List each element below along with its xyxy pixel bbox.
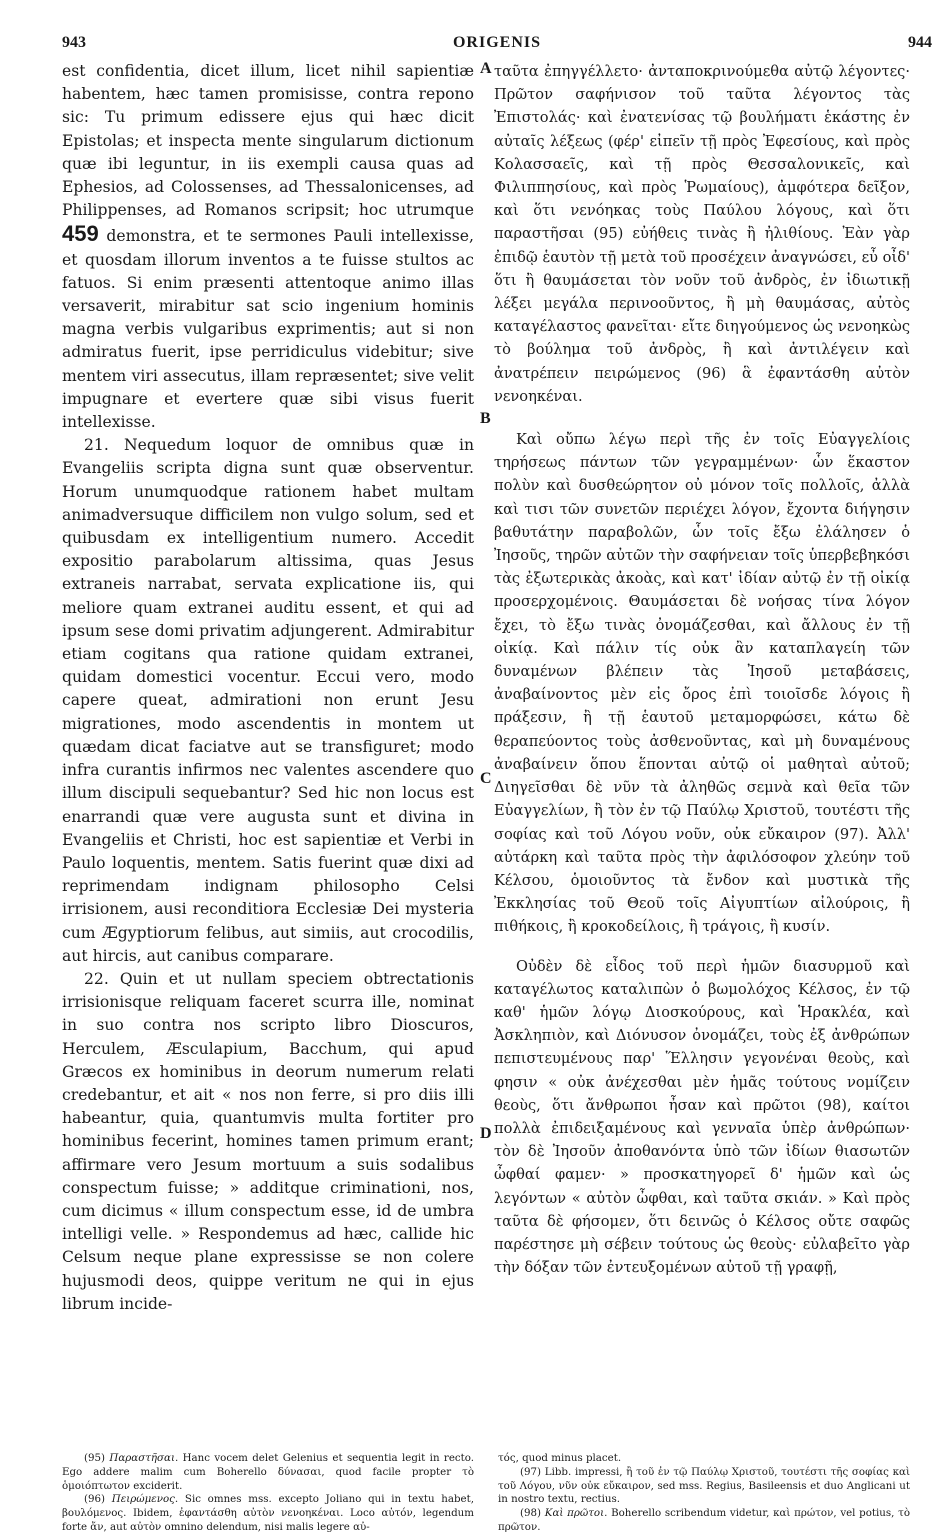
footnote-97 (498, 1466, 910, 1507)
footnote-96-label: (96) (84, 1493, 106, 1506)
greek-paragraph-3: Οὐδὲν δὲ εἶδος τοῦ περὶ ἡμῶν διασυρμοῦ καὶ καταγέλωτος καταλιπὼν ὁ βωμολόχος Κέλσος, ἐν τῷ καθ' ἡμῶν λόγῳ Διοσκούρους, καὶ Ἡρακλέα, καὶ Ἀσκληπιὸν, καὶ Διόνυσον ὀνομάζει, τοὺς ἐξ ἀνθρώπων πεπιστευμένους παρ' Ἕλλησιν γεγονέναι θεοὺς, καὶ φησιν « οὐκ ἀνέχεσθαι μὲν ἡμᾶς τούτους νομίζειν θεοὺς, ὅτι ἄνθρωποι ἦσαν καὶ πρῶτοι (98), καίτοι πολλὰ ἐπιδειξαμένους καὶ γενναῖα ὑπὲρ ἀνθρώπων· τὸν δὲ Ἰησοῦν ἀποθανόντα ὑπὸ τῶν ἰδίων θιασωτῶν ὦφθαί φαμεν· » προσκατηγορεῖ δ' ἡμῶν καὶ ὡς λεγόντων « αὐτὸν ὦφθαι, καὶ ταῦτα σκιάν. » Καὶ πρὸς ταῦτα δὲ φήσομεν, ὅτι δεινῶς ὁ Κέλσος οὔτε σαφῶς παρέστησε μὴ σέβειν τούτους ὡς θεοὺς· εὐλαβεῖτο γὰρ τὴν δόξαν τῶν ἐντευξομένων αὐτοῦ τῇ γραφῇ, (494, 957, 910, 1277)
page-number-left: 943 (62, 34, 86, 51)
footnote-98-text: Boherello scribendum videtur, καὶ πρώτον, vel potius, τὸ πρῶτον. (498, 1507, 910, 1533)
latin-paragraph-1 (62, 60, 474, 434)
running-header (62, 34, 932, 56)
margin-letter-b: B (480, 410, 491, 427)
footnote-98-lemma: Καὶ πρῶτοι. (544, 1507, 608, 1519)
latin-paragraph-21: 21. Nequedum loquor de omnibus quæ in Evangeliis scripta digna sunt quæ observentur. Horum unumquodque rationem habet multam animadversuque difficilem non vulgo solum, sed et quibusdam ex intelligentium numero. Accedit expositio parabolarum altissima, quas Jesus extraneis narrabat, servata explicatione iis, qui meliore quam extranei auditu essent, et qui ad ipsum sese domi privatim adjungerent. Admirabitur etiam cogitans qua ratione quidam extranei, quidam domestici vocentur. Eccui vero, modo capere queat, admirationi non erunt Jesu migrationes, modo ascendentis in montem ut quædam dicat faciatve aut se transfiguret; modo infra curantis infirmos nec valentes ascendere quo illum discipuli sequebantur? Sed hic non locus est enarrandi quæ vere augusta sunt et divina in Evangeliis et Christi, hoc est sapientiæ et Verbi in Paulo loquentis, mentem. Satis fuerint quæ dixi ad reprimendam indignam philosopho Celsi irrisionem, ausi reconditiora Ecclesiæ Dei mysteria cum Ægyptiorum felibus, aut simiis, aut crocodilis, aut hircis, aut canibus comparare. (62, 436, 474, 965)
page-number-right: 944 (908, 34, 932, 51)
footnote-95-lemma: Παραστῆσαι. (109, 1452, 179, 1464)
footnote-95-label: (95) (84, 1452, 106, 1464)
margin-letter-d: D (480, 1125, 492, 1142)
latin-paragraph-22: 22. Quin et ut nullam speciem obtrectationis irrisionisque reliquam faceret scurra ille, nominat in suo contra nos scripto libro Dioscuros, Herculem, Æsculapium, Bacchum, qui apud Græcos ex hominibus in deorum numerum relati credebantur, et ait « nos non ferre, si pro diis illi habeantur, quia, quantumvis multa fortiter pro hominibus fecerint, homines tamen primum erant; affirmare vero Jesum mortuum a suis sodalibus conspectum fuisse; » additque criminationi, nos, cum dicimus « illum conspectum esse, id de umbra intelligi velle. » Respondemus ad hæc, callide hic Celsum neque plane expressisse se non colere hujusmodi deos, quippe veritum ne qui in ejus librum incide- (62, 969, 474, 1313)
latin-paragraph-1-continued: demonstra, et te sermones Pauli intellexisse, et quosdam illorum inventos a te fuisse stultos ac fatuos. Si enim præsenti attentoque animo illas versaverit, mirabitur sat scio ingenium hominis magna verbis vulgaribus exprimentis; aut si non admiratus fuerit, ipse perridiculus videbitur; sive mentem viri assecutus, illam repræsentet; sive velit impugnare et evertere quæ sibi visus fuerit intellexisse. (62, 227, 474, 432)
greek-paragraph-2: Καὶ οὔπω λέγω περὶ τῆς ἐν τοῖς Εὐαγγελίοις τηρήσεως πάντων τῶν γεγραμμένων· ὧν ἕκαστον πολὺν καὶ δυσθεώρητον οὐ μόνον τοῖς πολλοῖς, ἀλλὰ καὶ τισι τῶν συνετῶν περιέχει λόγον, ἔχοντα διήγησιν βαθυτάτην παραβολῶν, ὧν τοῖς ἔξω ἐλάλησεν ὁ Ἰησοῦς, τηρῶν αὐτῶν τὴν σαφήνειαν τοῖς ὑπερβεβηκόσι τὰς ἐξωτερικὰς ἀκοὰς, καὶ κατ' ἰδίαν αὐτῷ ἐν τῇ οἰκίᾳ προσερχομένοις. Θαυμάσεται δὲ νοήσας τίνα λόγον ἔχει, τὸ ἔξω τινὰς ὀνομάζεσθαι, καὶ ἄλλους ἐν τῇ οἰκίᾳ. Καὶ πάλιν τίς οὐκ ἂν καταπλαγείη τῶν δυναμένων βλέπειν τὰς Ἰησοῦ μεταβάσεις, ἀναβαίνοντος μὲν εἰς ὄρος ἐπὶ τοιοῖσδε λόγοις ἢ πράξεσιν, ἢ τῇ ἑαυτοῦ μεταμορφώσει, κάτω δὲ θεραπεύοντος τοὺς ἀσθενοῦντας, καὶ μὴ δυναμένους ἀναβαίνειν ὅπου ἕπονται αὐτῷ οἱ μαθηταὶ αὐτοῦ; Διηγεῖσθαι δὲ νῦν τὰ ἀληθῶς σεμνὰ καὶ θεῖα τῶν Εὐαγγελίων, ἢ τὸν ἐν τῷ Παύλῳ Χριστοῦ, τουτέστι τῆς σοφίας καὶ τοῦ Λόγου νοῦν, οὐκ εὔκαιρον (97). Ἀλλ' αὐτάρκη καὶ ταῦτα πρὸς τὴν ἀφιλόσοφον χλεύην τοῦ Κέλσου, ὁμοιοῦντος τὰ ἔνδον καὶ μυστικὰ τῆς Ἐκκλησίας τοῦ Θεοῦ τοῖς Αἰγυπτίων αἰλούροις, ἢ πιθήκοις, ἢ κροκοδείλοις, ἢ τράγοις, ἢ κυσίν. (494, 431, 910, 936)
latin-column (62, 60, 474, 1316)
footnote-96-text: Sic omnes mss. excepto Joliano qui in textu habet, βουλόμενος. Ibidem, ἐφαντάσθη αὐτὸν νενοηκέναι. Loco αὐτόν, legendum forte ἄν, aut αὐτὸν omnino delendum, nisi malis legere αὐ- (62, 1493, 475, 1533)
footnote-98-label: (98) (520, 1507, 542, 1519)
footnote-96-lemma: Πειρώμενος. (111, 1493, 179, 1506)
footnote-95 (62, 1452, 474, 1493)
footnote-97-label: (97) (520, 1465, 542, 1478)
page-title: ORIGENIS (452, 34, 542, 51)
footnote-98 (498, 1507, 910, 1535)
greek-paragraph-1: ταῦτα ἐπηγγέλλετο· ἀνταποκρινούμεθα αὐτῷ λέγοντες· Πρῶτον σαφήνισον τοῦ ταῦτα λέγοντος τὰς Ἐπιστολάς· καὶ ἐνατενίσας τῷ βουλήματι ἑκάστης ἐν αὐταῖς λέξεως (φέρ' εἰπεῖν τῇ πρὸς Ἐφεσίους, καὶ πρὸς Κολασσαεῖς, καὶ τῇ πρὸς Θεσσαλονικεῖς, καὶ Φιλιππησίους, καὶ πρὸς Ῥωμαίους), ἀμφότερα δεῖξον, καὶ ὅτι νενόηκας τοὺς Παύλου λόγους, καὶ ὅτι παραστῆσαι (95) εὐήθεις τινὰς ἢ ἠλιθίους. Ἐὰν γὰρ ἐπιδῷ ἑαυτὸν τῇ μετὰ τοῦ προσέχειν ἀναγνώσει, εὖ οἶδ' ὅτι ἢ θαυμάσεται τὸν νοῦν τοῦ ἀνδρὸς, ἐν ἰδιωτικῇ λέξει μεγάλα περινοοῦντος, ἢ μὴ θαυμάσας, αὐτὸς καταγέλαστος φανεῖται· εἴτε διηγούμενος ὡς νενοηκὼς τὸ βούλημα τοῦ ἀνδρὸς, ἢ καὶ ἀντιλέγειν καὶ ἀνατρέπειν πειρώμενος (96) ἃ ἐφαντάσθη αὐτὸν νενοηκέναι. (494, 63, 910, 405)
folio-number: 459 (62, 221, 99, 247)
margin-letter-c: C (480, 770, 492, 787)
greek-column (494, 60, 910, 1279)
margin-letter-a: A (480, 60, 492, 77)
latin-paragraph-1-text: est confidentia, dicet illum, licet nihil sapientiæ habentem, hæc tamen promisisse, contra repono sic: Tu primum edissere ejus qui hæc dicit Epistolas; et inspecta mente singularum dictionum quæ ibi leguntur, in iis exempli causa quas ad Ephesios, ad Colossenses, ad Thessalonicenses, ad Philippenses, ad Romanos scripsit; hoc utrumque (62, 62, 474, 220)
footnote-96-continued: τός, quod minus placet. (498, 1452, 622, 1464)
footnotes-right (498, 1452, 910, 1535)
footnote-97-text: Libb. impressi, ἢ τοῦ ἐν τῷ Παύλῳ Χριστοῦ, τουτέστι τῆς σοφίας καὶ τοῦ Λόγου, νῦν οὐκ εὔκαιρον, sed mss. Regius, Basileensis et duo Anglicani ut in nostro textu, rectius. (498, 1465, 910, 1506)
footnote-96 (62, 1493, 474, 1534)
footnotes-left (62, 1452, 474, 1535)
footnote-95-text: Hanc vocem delet Gelenius et sequentia legit in recto. Ego addere malim cum Boherello δύνασαι, quod facile propter τὸ ὁμοιόπτωτον exciderit. (62, 1452, 474, 1492)
